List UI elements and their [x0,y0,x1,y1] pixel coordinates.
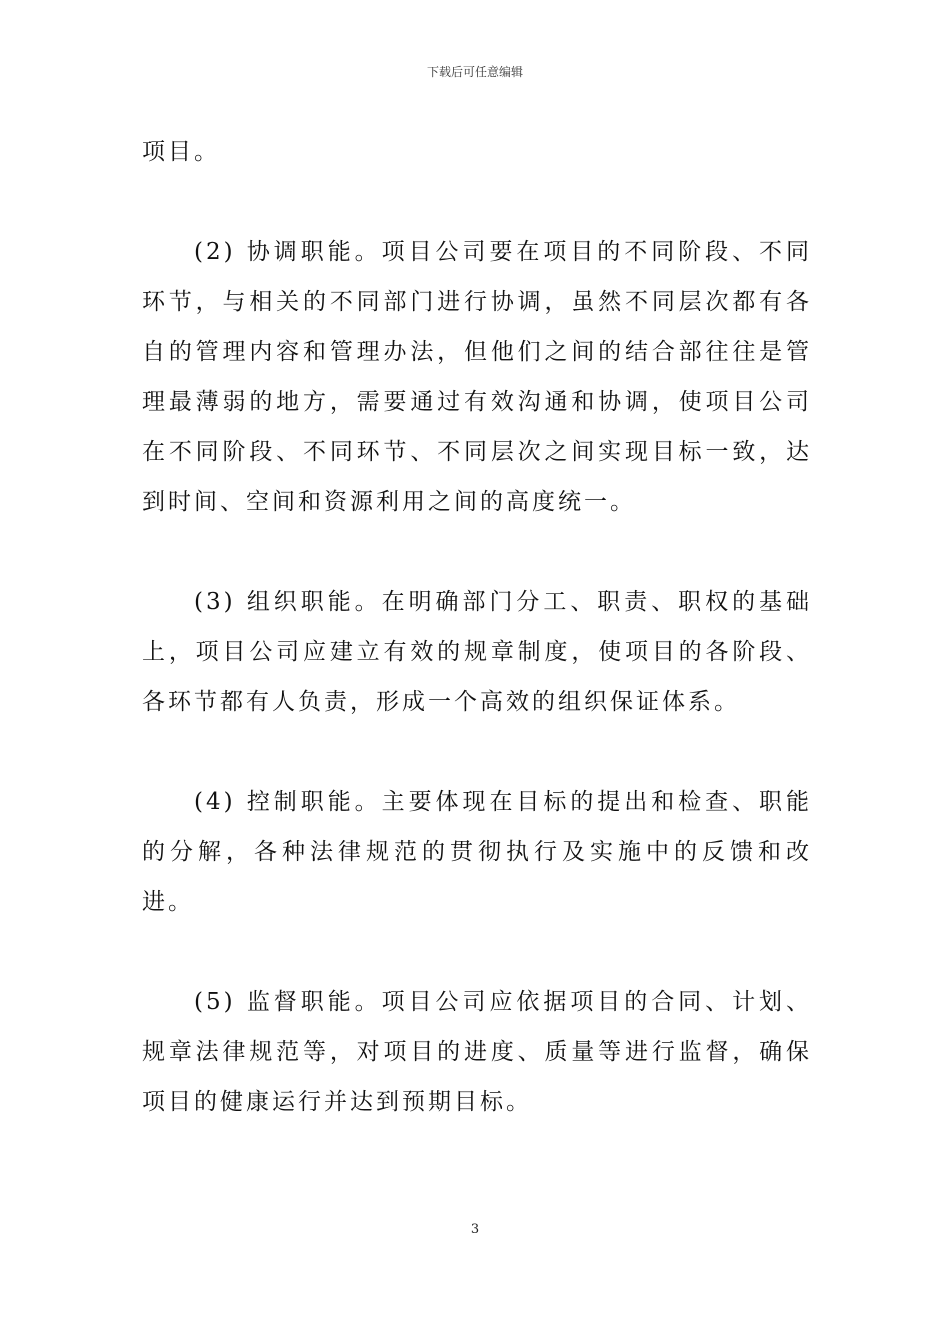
paragraph-continuation: 项目。 [142,139,220,165]
paragraph-coordination: (2) 协调职能。项目公司要在项目的不同阶段、不同环节，与相关的不同部门进行协调，虽然不同层次都有各自的管理内容和管理办法，但他们之间的结合部往往是管理最薄弱的地方，需要通过有效沟通和协调，使项目公司在不同阶段、不同环节、不同层次之间实现目标一致，达到时间、空间和资源利用之间的高度统一。 [142,239,812,515]
paragraph-control: (4) 控制职能。主要体现在目标的提出和检查、职能的分解，各种法律规范的贯彻执行及实施中的反馈和改进。 [142,789,812,915]
page-header: 下载后可任意编辑 [426,65,523,79]
paragraph-supervision: (5) 监督职能。项目公司应依据项目的合同、计划、规章法律规范等，对项目的进度、质量等进行监督，确保项目的健康运行并达到预期目标。 [142,989,812,1115]
paragraph-organization: (3) 组织职能。在明确部门分工、职责、职权的基础上，项目公司应建立有效的规章制度，使项目的各阶段、各环节都有人负责，形成一个高效的组织保证体系。 [142,589,812,715]
page-number: 3 [470,1222,480,1237]
document-body [142,127,812,1177]
